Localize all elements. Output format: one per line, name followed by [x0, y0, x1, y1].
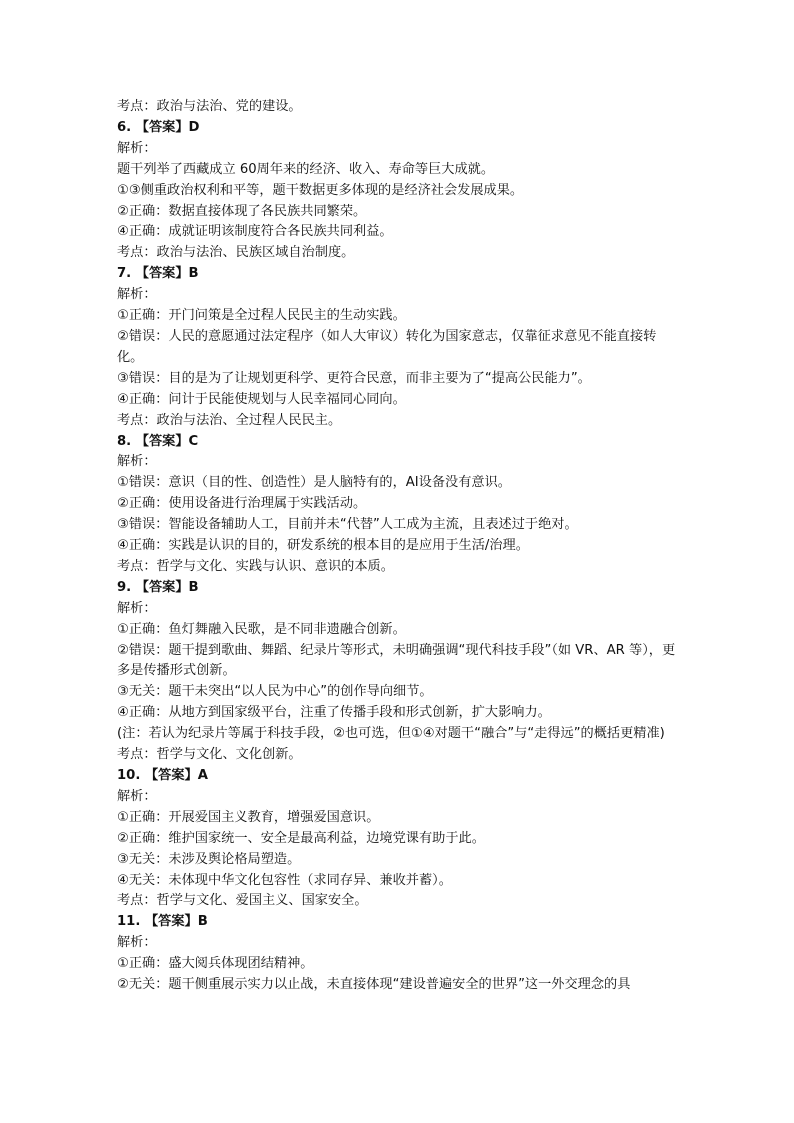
text-line: ①③侧重政治权利和平等，题干数据更多体现的是经济社会发展成果。	[117, 182, 524, 198]
text-line: ①正确：鱼灯舞融入民歌，是不同非遗融合创新。	[117, 621, 406, 637]
document-page	[117, 97, 677, 996]
text-line: ②正确：数据直接体现了各民族共同繁荣。	[117, 203, 367, 219]
exam-point-line: 考点：政治与法治、民族区域自治制度。	[117, 245, 355, 261]
analysis-label: 解析：	[117, 935, 157, 951]
text-paragraph: ②错误：题干提到歌曲、舞蹈、纪录片等形式，未明确强调“现代科技手段”（如 VR、AR 等），更多是传播形式创新。	[117, 642, 676, 679]
analysis-label: 解析：	[117, 140, 157, 156]
exam-point-line: 考点：哲学与文化、文化创新。	[117, 747, 302, 763]
answer-heading: 10. 【答案】A	[117, 768, 208, 783]
text-line: 题干列举了西藏成立 60周年来的经济、收入、寿命等巨大成就。	[117, 161, 495, 177]
answer-heading: 9. 【答案】B	[117, 579, 199, 595]
analysis-label: 解析：	[117, 788, 157, 804]
exam-point-line: 考点：哲学与文化、实践与认识、意识的本质。	[117, 558, 394, 574]
text-line: ②无关：题干侧重展示实力以止战，未直接体现“建设普遍安全的世界”这一外交理念的具	[117, 977, 631, 993]
answer-heading: 6. 【答案】D	[117, 119, 200, 135]
text-line: ③错误：智能设备辅助人工，目前并未“代替”人工成为主流，且表述过于绝对。	[117, 517, 578, 533]
text-line: ④正确：实践是认识的目的，研发系统的根本目的是应用于生活/治理。	[117, 538, 529, 554]
text-paragraph: ②错误：人民的意愿通过法定程序（如人大审议）转化为国家意志，仅靠征求意见不能直接转化。	[117, 328, 657, 365]
answer-heading: 11. 【答案】B	[117, 914, 208, 930]
analysis-label: 解析：	[117, 287, 157, 303]
analysis-label: 解析：	[117, 454, 157, 470]
text-line: ④无关：未体现中华文化包容性（求同存异、兼收并蓄）。	[117, 872, 452, 888]
text-line: ①正确：开门问策是全过程人民民主的生动实践。	[117, 308, 406, 324]
text-paragraph: (注：若认为纪录片等属于科技手段，②也可选，但①④对题干“融合”与“走得远”的概括更精准)	[117, 726, 665, 742]
text-line: ③错误：目的是为了让规划更科学、更符合民意，而非主要为了“提高公民能力”。	[117, 370, 591, 386]
text-line: ④正确：问计于民能使规划与人民幸福同心同向。	[117, 391, 406, 407]
text-line: ②正确：维护国家统一、安全是最高利益，边境党课有助于此。	[117, 830, 485, 846]
analysis-label: 解析：	[117, 600, 157, 616]
text-line: ③无关：未涉及舆论格局塑造。	[117, 851, 301, 867]
answer-heading: 7. 【答案】B	[117, 266, 199, 282]
text-line: ④正确：从地方到国家级平台，注重了传播手段和形式创新，扩大影响力。	[117, 705, 551, 721]
exam-point-line: 考点：政治与法治、党的建设。	[117, 99, 302, 114]
text-line: ④正确：成就证明该制度符合各民族共同利益。	[117, 224, 393, 240]
text-line: ①错误：意识（目的性、创造性）是人脑特有的，AI设备没有意识。	[117, 475, 511, 491]
exam-point-line: 考点：政治与法治、全过程人民民主。	[117, 412, 342, 428]
answer-heading: 8. 【答案】C	[117, 433, 199, 449]
exam-point-line: 考点：哲学与文化、爱国主义、国家安全。	[117, 893, 368, 909]
text-line: ③无关：题干未突出“以人民为中心”的创作导向细节。	[117, 684, 433, 700]
text-line: ①正确：盛大阅兵体现团结精神。	[117, 956, 314, 972]
text-line: ①正确：开展爱国主义教育，增强爱国意识。	[117, 809, 380, 825]
text-line: ②正确：使用设备进行治理属于实践活动。	[117, 496, 367, 512]
